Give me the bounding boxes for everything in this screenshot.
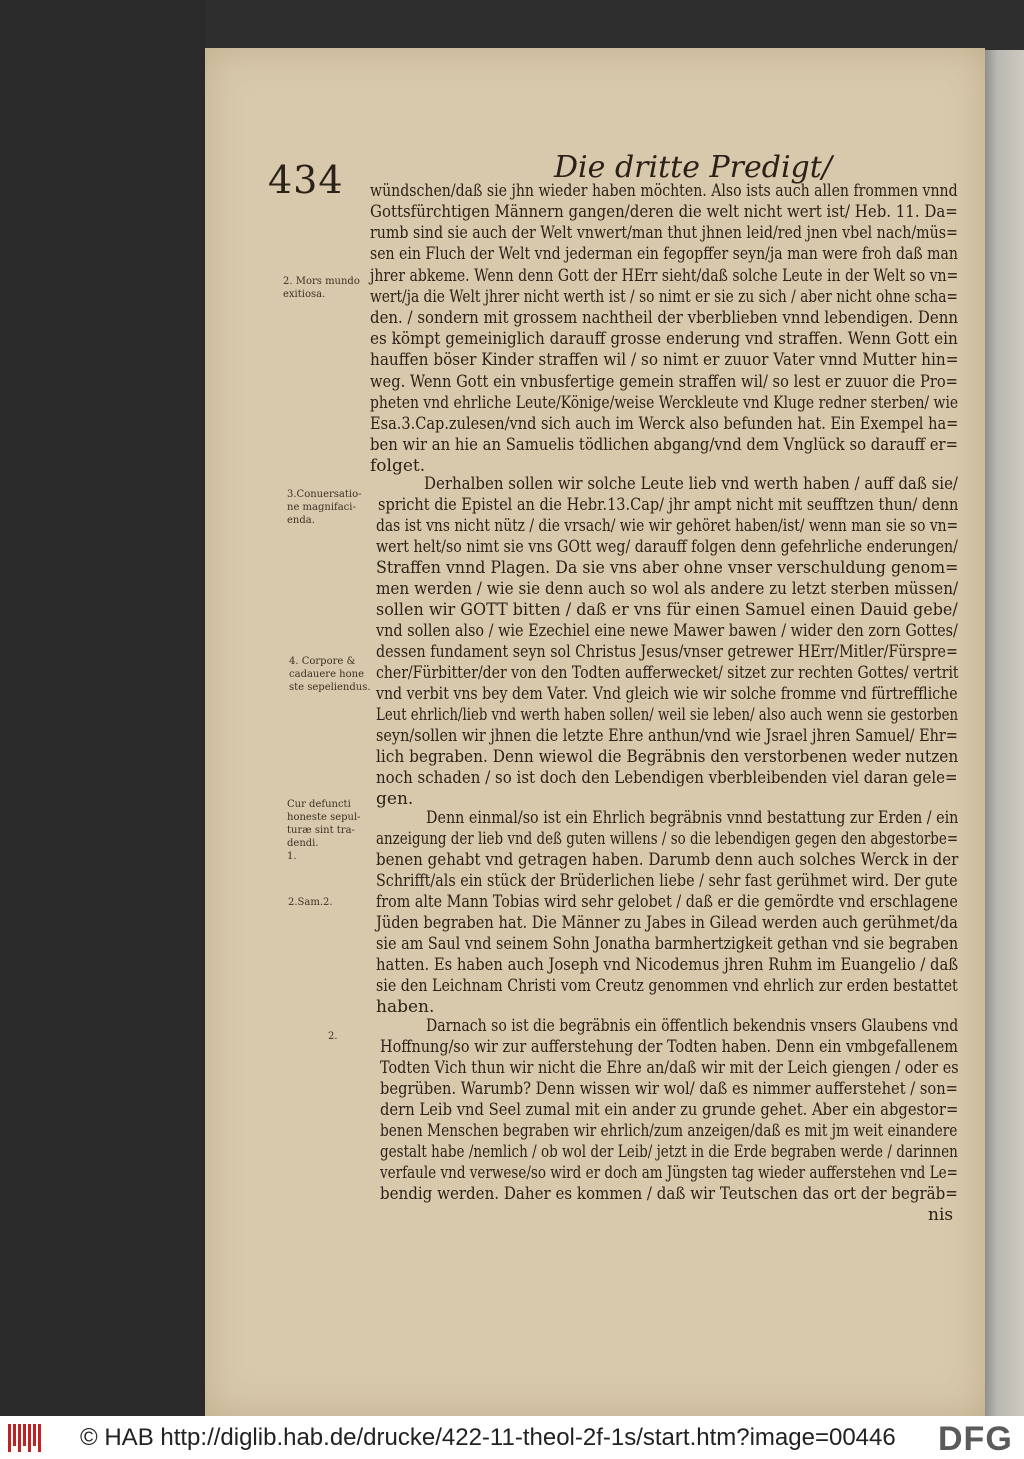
- text-line: anzeigung der lieb vnd deß guten willens / so die lebendigen gegen den abgestorbe=: [376, 829, 959, 849]
- text-line: seyn/sollen wir jhnen die letzte Ehre anthun/vnd wie Jsrael jhren Samuel/ Ehr=: [376, 726, 958, 746]
- text-line: benen Menschen begraben wir ehrlich/zum anzeigen/daß es mit jm weit einandere: [380, 1121, 958, 1141]
- text-line: Darnach so ist die begräbnis ein öffentlich bekendnis vnsers Glaubens vnd: [426, 1016, 959, 1036]
- text-line: spricht die Epistel an die Hebr.13.Cap/ jhr ampt nicht mit seufftzen thun/ denn: [378, 495, 959, 515]
- text-line: men werden / wie sie denn auch so wol als andere zu letzt sterben müssen/: [376, 579, 959, 599]
- text-line: gen.: [376, 789, 414, 809]
- text-line: Derhalben sollen wir solche Leute lieb vnd werth haben / auff daß sie/: [424, 474, 958, 494]
- footer-bar: [0, 1416, 1024, 1459]
- text-line: den. / sondern mit grossem nachtheil der vberblieben vnnd lebendigen. Denn: [370, 308, 959, 328]
- text-line: verfaule vnd verwese/so wird er doch am Jüngsten tag wieder aufferstehen vnd Le=: [380, 1163, 958, 1183]
- text-line: hatten. Es haben auch Joseph vnd Nicodemus jhren Ruhm im Euangelio / daß: [376, 955, 959, 975]
- margin-note: Cur defuncti honeste sepul- turæ sint tra- dendi. 1.: [287, 799, 361, 862]
- text-line: wert helt/so nimt sie vns GOtt weg/ darauff folgen denn gefehrliche enderungen/: [376, 537, 958, 557]
- page-number: 434: [268, 158, 344, 202]
- text-line: vnd sollen also / wie Ezechiel eine newe Mawer bawen / wider den zorn Gottes/: [376, 621, 958, 641]
- text-line: gestalt habe /nemlich / ob wol der Leib/ jetzt in die Erde begraben werde / darinnen: [380, 1142, 958, 1162]
- text-line: das ist vns nicht nütz / die vrsach/ wie wir gehöret haben/ist/ wenn man sie so vn=: [376, 516, 959, 536]
- hab-barcode-logo: [8, 1424, 48, 1452]
- text-line: sollen wir GOTT bitten / daß er vns für einen Samuel einen Dauid gebe/: [376, 600, 958, 620]
- text-line: Denn einmal/so ist ein Ehrlich begräbnis vnnd bestattung zur Erden / ein: [426, 808, 959, 828]
- text-line: Todten Vich thun wir nicht die Ehre an/daß wir mit der Leich giengen / oder es: [380, 1058, 959, 1078]
- text-line: sie am Saul vnd seinem Sohn Jonatha barmhertzigkeit gethan vnd sie begraben: [376, 934, 959, 954]
- text-line: es kömpt gemeiniglich darauff grosse enderung vnd straffen. Wenn Gott ein: [370, 329, 958, 349]
- running-title: Die dritte Predigt/: [554, 150, 832, 185]
- text-line: bendig werden. Daher es kommen / daß wir Teutschen das ort der begräb=: [380, 1184, 958, 1204]
- text-line: begrüben. Warumb? Denn wissen wir wol/ daß es nimmer aufferstehet / son=: [380, 1079, 958, 1099]
- text-line: hauffen böser Kinder straffen wil / so nimt er zuuor Vater vnnd Mutter hin=: [370, 350, 959, 370]
- margin-note: 4. Corpore & cadauere hone ste sepeliendus.: [289, 656, 371, 693]
- dfg-logo: DFG: [938, 1420, 1013, 1458]
- text-line: sie den Leichnam Christi vom Creutz genommen vnd ehrlich zur erden bestattet: [376, 976, 958, 996]
- text-line: cher/Fürbitter/der von den Todten aufferwecket/ sitzet zur rechten Gottes/ vertrit: [376, 663, 959, 683]
- margin-note: 2. Mors mundo exitiosa.: [283, 276, 360, 300]
- text-line: from alte Mann Tobias wird sehr gelobet / daß er die gemördte vnd erschlagene: [376, 892, 958, 912]
- text-line: dern Leib vnd Seel zumal mit ein ander zu grunde gehet. Aber ein abgestor=: [380, 1100, 959, 1120]
- text-line: haben.: [376, 997, 435, 1017]
- text-line: benen gehabt vnd getragen haben. Darumb denn auch solches Werck in der: [376, 850, 959, 870]
- text-line: ben wir an hie an Samuelis tödlichen abgang/vnd dem Vnglück so darauff er=: [370, 435, 959, 455]
- text-line: wert/ja die Welt jhrer nicht werth ist / so nimt er sie zu sich / aber nicht ohne scha=: [370, 287, 958, 307]
- margin-note: 2.Sam.2.: [288, 897, 333, 908]
- text-line: Gottsfürchtigen Männern gangen/deren die welt nicht wert ist/ Heb. 11. Da=: [370, 202, 958, 222]
- text-line: sen ein Fluch der Welt vnd jederman ein fegopffer seyn/ja man were froh daß man: [370, 244, 958, 264]
- text-line: vnd verbit vns bey dem Vater. Vnd gleich wie wir solche fromme vnd fürtreffliche: [376, 684, 958, 704]
- text-line: Esa.3.Cap.zulesen/vnd sich auch im Werck also befunden hat. Ein Exempel ha=: [370, 414, 959, 434]
- text-line: jhrer abkeme. Wenn denn Gott der HErr sieht/daß solche Leute in der Welt so vn=: [370, 266, 959, 286]
- text-line: Schrifft/als ein stück der Brüderlichen liebe / sehr fast gerühmet wird. Der gute: [376, 871, 958, 891]
- text-line: Leut ehrlich/lieb vnd werth haben sollen/ weil sie leben/ also auch wenn sie gestorben: [376, 705, 959, 725]
- margin-note: 3.Conuersatio- ne magnifaci- enda.: [287, 489, 362, 526]
- text-line: pheten vnd ehrliche Leute/Könige/weise Werckleute vnd Kluge redner sterben/ wie: [370, 393, 959, 413]
- text-line: nis: [928, 1205, 954, 1225]
- text-line: folget.: [370, 456, 426, 476]
- margin-note: 2.: [328, 1031, 338, 1042]
- text-line: dessen fundament seyn sol Christus Jesus/vnser getrewer HErr/Mitler/Fürspre=: [376, 642, 958, 662]
- text-line: Hoffnung/so wir zur aufferstehung der Todten haben. Denn ein vmbgefallenem: [380, 1037, 958, 1057]
- text-line: rumb sind sie auch der Welt vnwert/man thut jhnen leid/red jnen vbel nach/müs=: [370, 223, 958, 243]
- text-line: weg. Wenn Gott ein vnbusfertige gemein straffen wil/ so lest er zuuor die Pro=: [370, 372, 958, 392]
- copyright-url[interactable]: © HAB http://diglib.hab.de/drucke/422-11-theol-2f-1s/start.htm?image=00446: [80, 1424, 896, 1451]
- text-line: Straffen vnnd Plagen. Da sie vns aber ohne vnser verschuldung genom=: [376, 558, 959, 578]
- text-line: wündschen/daß sie jhn wieder haben möchten. Also ists auch allen frommen vnnd: [370, 181, 958, 201]
- text-line: lich begraben. Denn wiewol die Begräbnis den verstorbenen weder nutzen: [376, 747, 959, 767]
- text-line: Jüden begraben hat. Die Männer zu Jabes in Gilead werden auch gerühmet/da: [376, 913, 958, 933]
- text-line: noch schaden / so ist doch den Lebendigen vberbleibenden viel daran gele=: [376, 768, 958, 788]
